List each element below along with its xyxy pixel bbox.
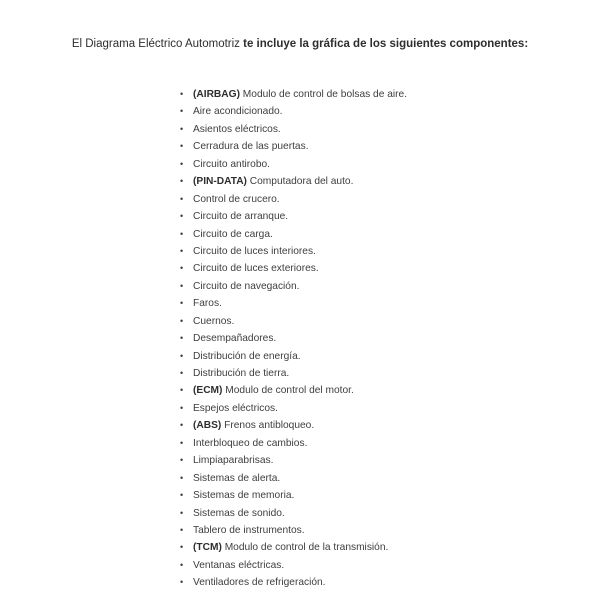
bullet-icon: • — [180, 402, 184, 413]
list-item-text: Ventanas eléctricas. — [193, 559, 285, 571]
list-item — [178, 295, 407, 312]
list-item-text: Modulo de control del motor. — [222, 385, 354, 397]
list-item — [178, 522, 407, 539]
bullet-icon: • — [180, 315, 184, 326]
list-item-text: Sistemas de sonido. — [193, 507, 285, 519]
list-item — [178, 243, 407, 260]
list-item — [178, 505, 407, 522]
bullet-icon: • — [180, 559, 184, 570]
list-item — [178, 417, 407, 434]
bullet-icon: • — [180, 176, 184, 187]
components-list — [178, 86, 407, 592]
bullet-icon: • — [180, 333, 184, 344]
bullet-icon: • — [180, 245, 184, 256]
list-item — [178, 574, 407, 591]
bullet-icon: • — [180, 141, 184, 152]
bullet-icon: • — [180, 298, 184, 309]
list-item — [178, 348, 407, 365]
list-item-text: Cerradura de las puertas. — [193, 141, 309, 153]
bullet-icon: • — [180, 385, 184, 396]
list-item-text: Circuito antirobo. — [193, 158, 271, 170]
bullet-icon: • — [180, 106, 184, 117]
list-item — [178, 138, 407, 155]
list-item — [178, 260, 407, 277]
list-item — [178, 313, 407, 330]
list-item — [178, 103, 407, 120]
list-item-tag: (AIRBAG) — [193, 89, 240, 100]
list-item-text: Aire acondicionado. — [193, 106, 283, 118]
list-item — [178, 470, 407, 487]
list-item-text: Circuito de luces interiores. — [193, 245, 316, 257]
bullet-icon: • — [180, 542, 184, 553]
list-item-text: Asientos eléctricos. — [193, 123, 281, 135]
bullet-icon: • — [180, 211, 184, 222]
bullet-icon: • — [180, 577, 184, 588]
heading-normal-text: El Diagrama Eléctrico Automotriz — [71, 38, 244, 50]
list-item — [178, 208, 407, 225]
list-item — [178, 156, 407, 173]
bullet-icon: • — [180, 350, 184, 361]
list-item — [178, 452, 407, 469]
bullet-icon: • — [180, 228, 184, 239]
bullet-icon: • — [180, 368, 184, 378]
bullet-icon: • — [180, 123, 184, 134]
list-item — [178, 191, 407, 208]
list-item-text: Cuernos. — [193, 315, 235, 327]
list-item — [178, 557, 407, 574]
list-item-text: Faros. — [193, 298, 222, 310]
bullet-icon: • — [180, 490, 184, 501]
list-item-tag: (ABS) — [193, 420, 222, 432]
bullet-icon: • — [180, 89, 184, 99]
list-item-text: Ventiladores de refrigeración. — [193, 577, 326, 589]
list-item — [178, 435, 407, 452]
list-item-text: Circuito de carga. — [193, 228, 273, 240]
list-item-text: Circuito de luces exteriores. — [193, 263, 319, 275]
list-item-tag: (ECM) — [193, 385, 223, 397]
list-item-tag: (PIN-DATA) — [193, 176, 247, 188]
list-item — [178, 226, 407, 243]
list-item-text: Circuito de navegación. — [193, 280, 300, 292]
list-item — [178, 121, 407, 138]
bullet-icon: • — [180, 263, 184, 274]
list-item — [178, 539, 407, 556]
list-item-text: Frenos antibloqueo. — [221, 420, 315, 432]
page-heading — [60, 36, 540, 53]
list-item-text: Tablero de instrumentos. — [193, 524, 305, 536]
list-item-text: Computadora del auto. — [246, 176, 354, 188]
list-item-text: Modulo de control de bolsas de aire. — [239, 89, 408, 100]
bullet-icon: • — [180, 193, 184, 204]
bullet-icon: • — [180, 507, 184, 518]
bullet-icon: • — [180, 524, 184, 535]
list-item-text: Circuito de arranque. — [193, 211, 289, 223]
list-item-text: Desempañadores. — [193, 333, 277, 345]
bullet-icon: • — [180, 280, 184, 291]
list-item-text: Interbloqueo de cambios. — [193, 437, 308, 449]
list-item-text: Control de crucero. — [193, 193, 280, 205]
bullet-icon: • — [180, 420, 184, 431]
list-item-text: Sistemas de memoria. — [193, 490, 295, 502]
list-item-text: Distribución de energía. — [193, 350, 301, 362]
list-item — [178, 487, 407, 504]
list-item — [178, 382, 407, 399]
list-item — [178, 173, 407, 190]
list-item — [178, 278, 407, 295]
bullet-icon: • — [180, 455, 184, 466]
list-item-text: Modulo de control de la transmisión. — [221, 542, 389, 554]
list-item-text: Sistemas de alerta. — [193, 472, 281, 484]
list-item-tag: (TCM) — [193, 542, 222, 554]
heading-bold-text: te incluye la gráfica de los siguientes componentes: — [243, 38, 529, 50]
list-item-text: Limpiaparabrisas. — [193, 455, 274, 467]
list-item — [178, 365, 407, 382]
list-item — [178, 400, 407, 417]
list-item — [178, 330, 407, 347]
list-item — [178, 86, 407, 103]
bullet-icon: • — [180, 158, 184, 169]
bullet-icon: • — [180, 437, 184, 448]
list-item-text: Espejos eléctricos. — [193, 402, 278, 414]
list-item-text: Distribución de tierra. — [193, 368, 290, 379]
bullet-icon: • — [180, 472, 184, 483]
